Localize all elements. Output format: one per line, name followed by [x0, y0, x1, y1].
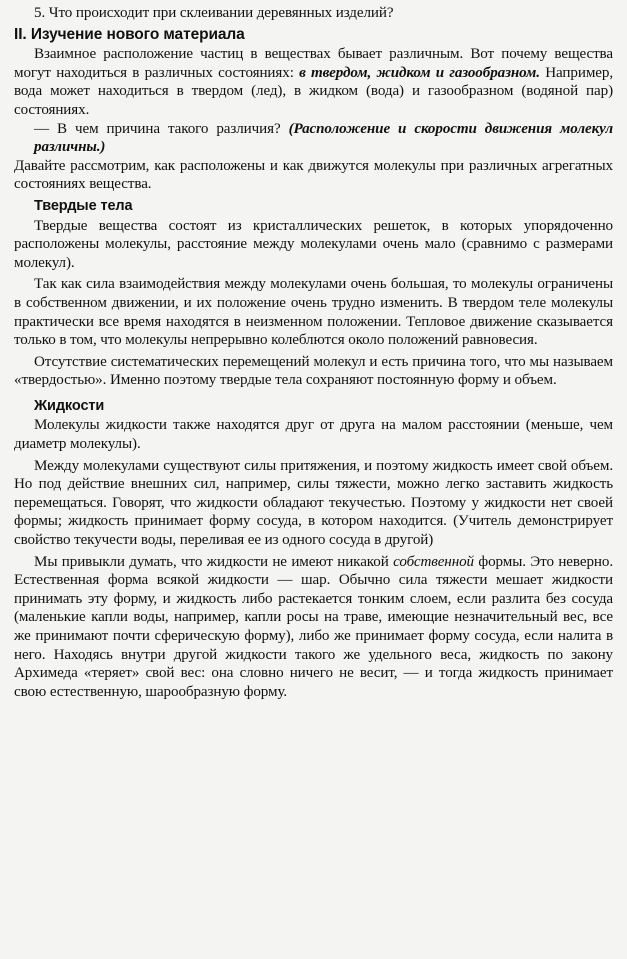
emphasis-own: собственной	[393, 553, 474, 570]
dialogue-line	[14, 120, 613, 157]
paragraph-solids-2: Так как сила взаимодействия между молекулами очень большая, то молекулы ограничены в собственном движении, и их положение очень трудно изменить. В твердом теле молекулы практически все время находятся в неизменном положении. Тепловое движение сказывается только в том, что молекулы непрерывно колеблются около положений равновесия.	[14, 276, 613, 349]
solids-heading: Твердые тела	[34, 197, 133, 214]
liquids-heading: Жидкости	[34, 397, 105, 414]
paragraph-text: Например, вода может находиться в твердом (лед), в жидком (вода) и газообразном (водяной пар) состояниях.	[14, 64, 614, 118]
dialogue-question: — В чем причина такого различия?	[34, 120, 289, 137]
paragraph-text: Мы привыкли думать, что жидкости не имеют никакой	[34, 553, 394, 570]
paragraph-states-intro	[14, 45, 613, 119]
paragraph-solids-1: Твердые вещества состоят из кристаллических решеток, в которых упорядоченно расположены молекулы, расстояние между молекулами очень мало (сравнимо с размерами молекул).	[14, 217, 613, 271]
paragraph-liquids-2: Между молекулами существуют силы притяжения, и поэтому жидкость имеет свой объем. Но под действие внешних сил, например, силы тяжести, можно легко заставить жидкость перемещаться. Говорят, что жидкости обладают текучестью. Поэтому у жидкости нет своей формы; жидкость принимает форму сосуда, в котором находится. (Учитель демонстрирует свойство текучести воды, переливая ее из одного сосуда в другой)	[14, 457, 613, 549]
dialogue-answer: (Расположение и скорости движения молекул различны.)	[34, 120, 614, 156]
paragraph-solids-3: Отсутствие систематических перемещений молекул и есть причина того, что мы называем «твердостью». Именно поэтому твердые тела сохраняют постоянную форму и объем.	[14, 353, 613, 389]
paragraph-text: Взаимное расположение частиц в веществах бывает различным. Вот почему вещества могут находиться в различных состояниях:	[14, 46, 613, 81]
paragraph-liquids-1: Молекулы жидкости также находятся друг от друга на малом расстоянии (меньше, чем диаметр молекулы).	[14, 417, 613, 453]
emphasis-states: в твердом, жидком и газообразном.	[299, 64, 540, 81]
paragraph-consider: Давайте рассмотрим, как расположены и как движутся молекулы при различных агрегатных состояниях вещества.	[14, 157, 613, 193]
paragraph-liquids-3	[14, 553, 613, 702]
section-heading: II. Изучение нового материала	[14, 25, 245, 43]
question-5: 5. Что происходит при склеивании деревянных изделий?	[34, 5, 394, 21]
paragraph-text: формы. Это неверно. Естественная форма всякой жидкости — шар. Обычно сила тяжести мешает жидкости принимать эту форму, и жидкость либо растекается тонким слоем, если разлита без сосуда (маленькие капли воды, например, капли росы на траве, имеющие незначительный вес, все же принимают почти сферическую форму), либо же принимает форму сосуда, если налита в него. Находясь внутри другой жидкости такого же удельного веса, жидкость по закону Архимеда «теряет» свой вес: она словно ничего не весит, — и тогда жидкость принимает свою естественную, шарообразную форму.	[14, 553, 613, 700]
